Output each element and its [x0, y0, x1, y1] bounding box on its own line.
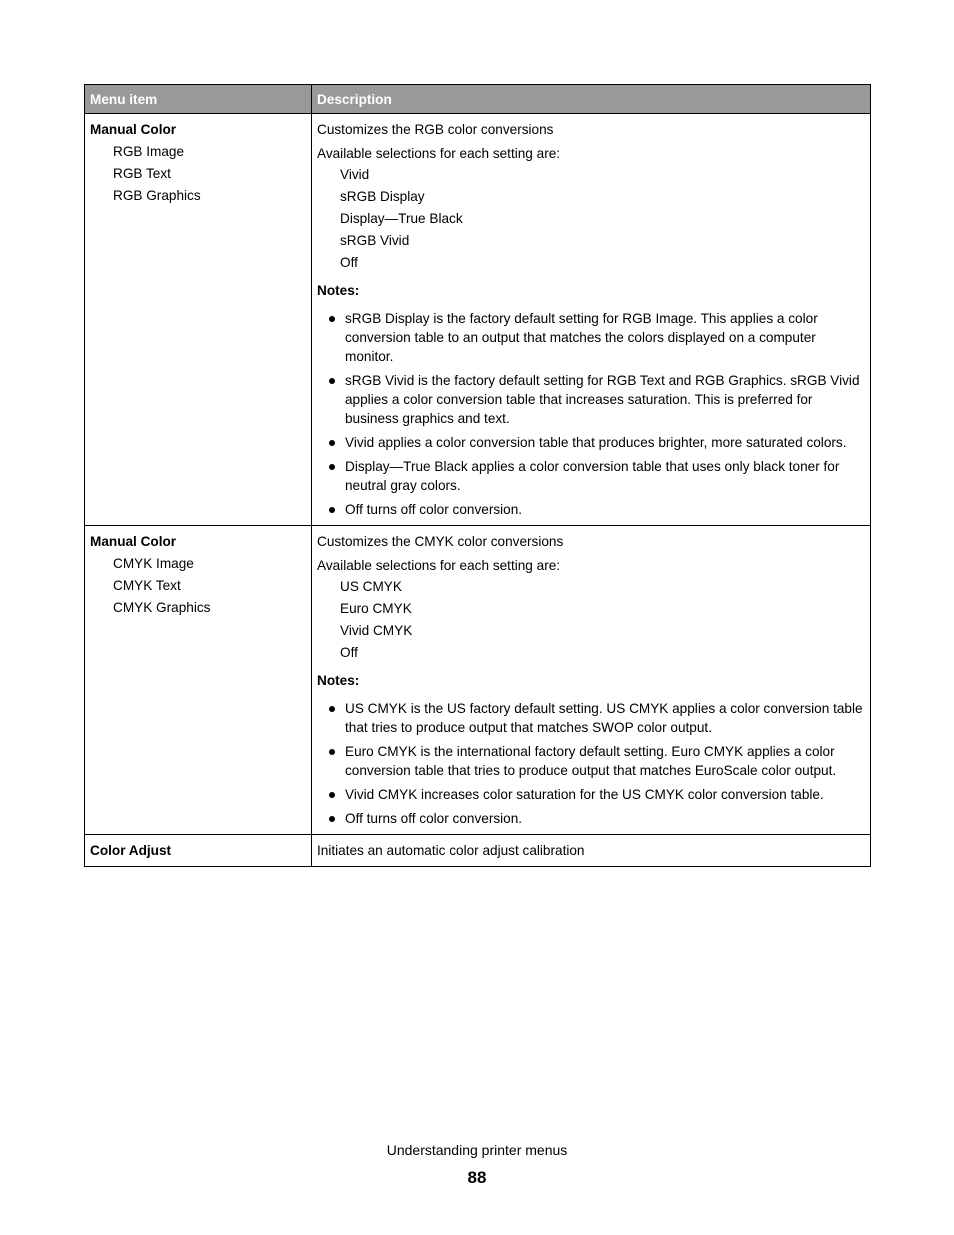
bullet-icon [329, 378, 335, 384]
option-item: Euro CMYK [340, 601, 412, 616]
note-item [345, 809, 866, 828]
note-item [345, 500, 866, 519]
page-number: 88 [467, 1168, 487, 1187]
menu-sub-item: CMYK Graphics [113, 600, 211, 615]
header-menu-item: Menu item [85, 85, 312, 114]
note-text: Vivid applies a color conversion table that produces brighter, more saturated colors. [345, 435, 847, 450]
menu-item-cell [85, 114, 312, 526]
note-text: Off turns off color conversion. [345, 502, 523, 517]
option-item: Vivid [340, 167, 370, 182]
menu-sub-item: RGB Image [113, 144, 185, 159]
description-intro: Customizes the RGB color conversions [317, 122, 554, 137]
note-text: Display—True Black applies a color conversion table that uses only black toner for neutral gray colors. [345, 459, 840, 493]
description-intro: Initiates an automatic color adjust calibration [317, 843, 585, 858]
option-item: Display—True Black [340, 211, 463, 226]
notes-label: Notes: [317, 283, 360, 298]
menu-sub-item: RGB Graphics [113, 188, 201, 203]
note-item [345, 309, 866, 366]
description-intro: Customizes the CMYK color conversions [317, 534, 564, 549]
note-item [345, 457, 866, 495]
note-text: Off turns off color conversion. [345, 811, 523, 826]
menu-sub-item: CMYK Text [113, 578, 181, 593]
note-text: sRGB Display is the factory default setting for RGB Image. This applies a color conversion table to an output that matches the colors displayed on a computer monitor. [345, 311, 818, 364]
menu-item-cell [85, 835, 312, 867]
description-cell [312, 835, 871, 867]
description-cell [312, 114, 871, 526]
bullet-icon [329, 816, 335, 822]
option-list [317, 165, 866, 272]
option-item: sRGB Vivid [340, 233, 410, 248]
note-text: sRGB Vivid is the factory default setting for RGB Text and RGB Graphics. sRGB Vivid applies a color conversion table that increases saturation. This is preferred for business graphics and text. [345, 373, 860, 426]
table-row [85, 114, 871, 526]
option-item: Vivid CMYK [340, 623, 413, 638]
selections-label: Available selections for each setting are: [317, 146, 561, 161]
table-row [85, 835, 871, 867]
bullet-icon [329, 507, 335, 513]
note-text: Euro CMYK is the international factory default setting. Euro CMYK applies a color conversion table that tries to produce output that matches EuroScale color output. [345, 744, 837, 778]
option-item: Off [340, 645, 358, 660]
bullet-icon [329, 792, 335, 798]
notes-label: Notes: [317, 673, 360, 688]
menu-sub-item: RGB Text [113, 166, 171, 181]
note-text: US CMYK is the US factory default setting. US CMYK applies a color conversion table that tries to produce output that matches SWOP color output. [345, 701, 863, 735]
bullet-icon [329, 464, 335, 470]
note-item [345, 785, 866, 804]
printer-menu-table [84, 84, 871, 867]
notes-list [317, 309, 866, 519]
option-item: Off [340, 255, 358, 270]
bullet-icon [329, 749, 335, 755]
menu-item-title: Manual Color [90, 122, 177, 137]
table-header-row [85, 85, 871, 114]
option-item: sRGB Display [340, 189, 425, 204]
bullet-icon [329, 440, 335, 446]
menu-sub-item: CMYK Image [113, 556, 194, 571]
selections-label: Available selections for each setting are: [317, 558, 561, 573]
note-item [345, 699, 866, 737]
header-description: Description [312, 85, 871, 114]
option-item: US CMYK [340, 579, 402, 594]
menu-item-title: Manual Color [90, 534, 177, 549]
note-item [345, 371, 866, 428]
description-cell [312, 526, 871, 835]
notes-list [317, 699, 866, 828]
table-row [85, 526, 871, 835]
bullet-icon [329, 316, 335, 322]
menu-item-title: Color Adjust [90, 843, 172, 858]
bullet-icon [329, 706, 335, 712]
footer-section-title: Understanding printer menus [386, 1142, 568, 1158]
option-list [317, 577, 866, 662]
note-item [345, 742, 866, 780]
note-item [345, 433, 866, 452]
menu-item-cell [85, 526, 312, 835]
note-text: Vivid CMYK increases color saturation for the US CMYK color conversion table. [345, 787, 824, 802]
